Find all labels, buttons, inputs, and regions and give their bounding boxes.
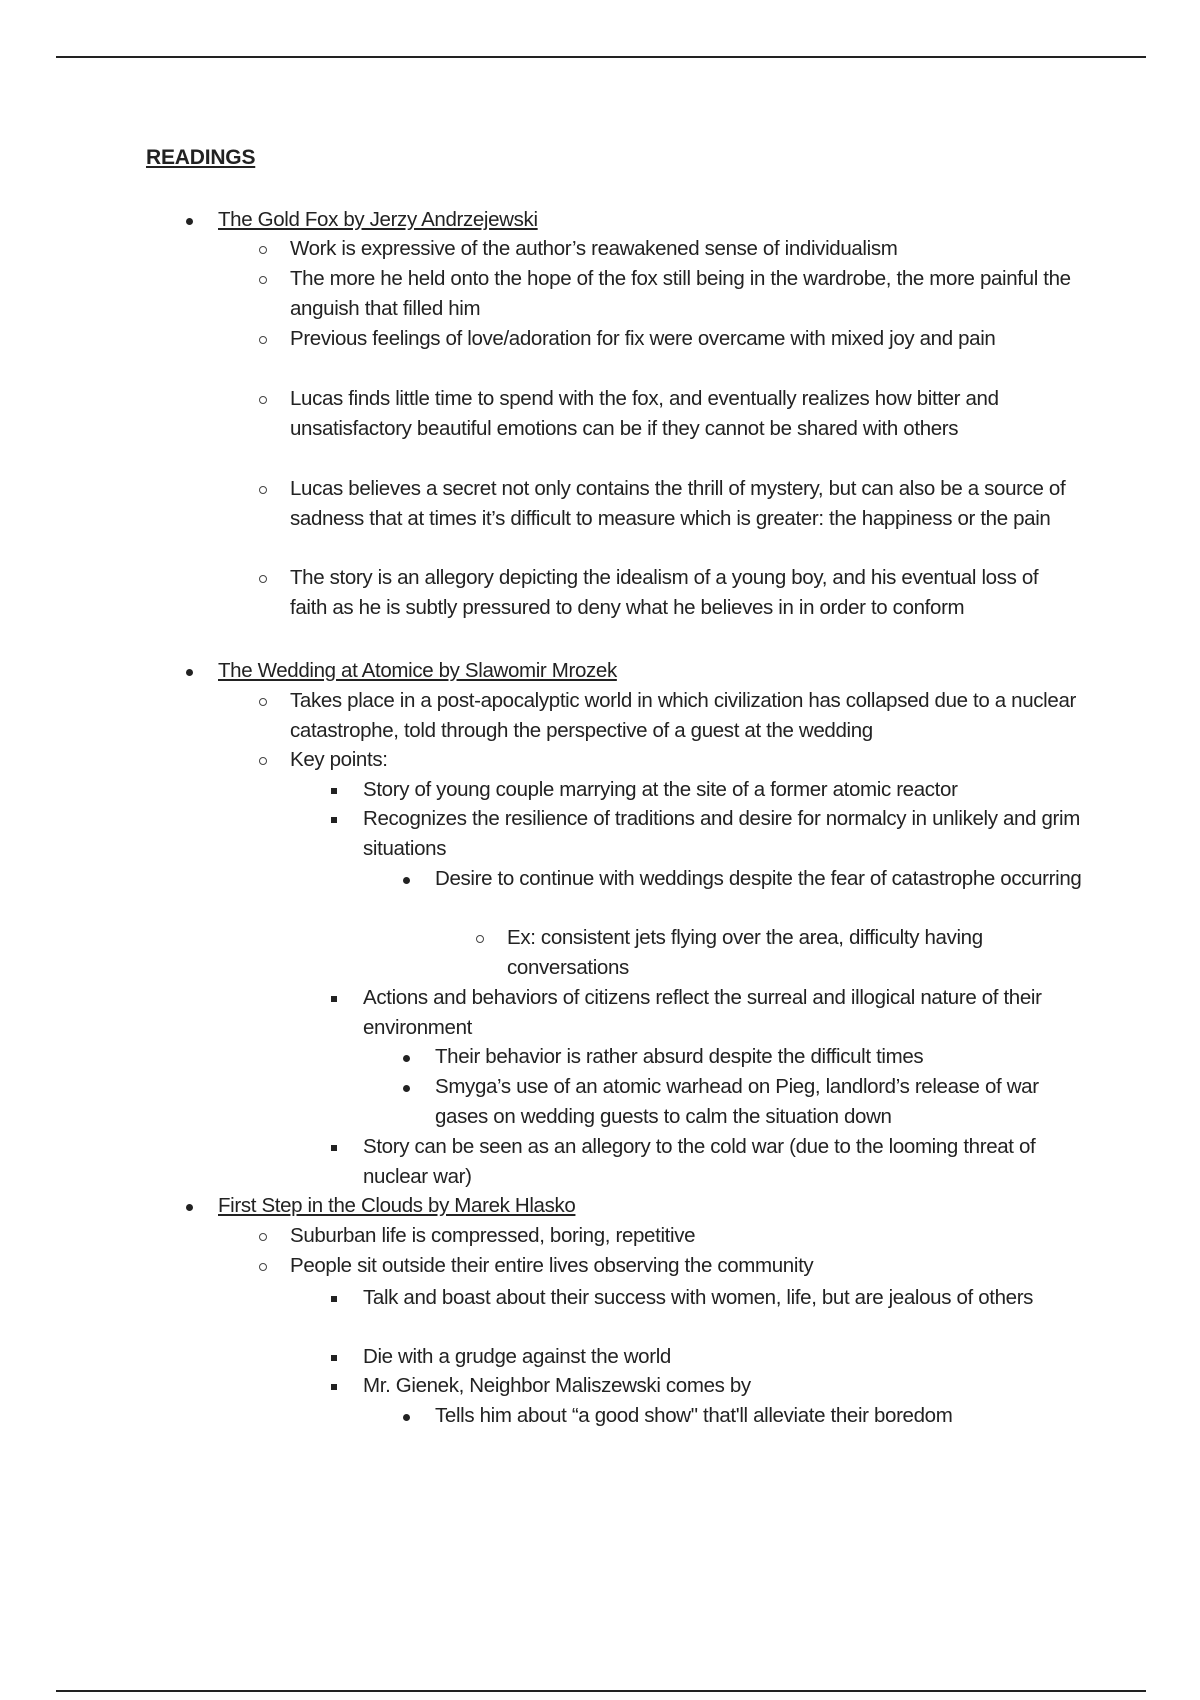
list-item: Talk and boast about their success with women, life, but are jealous of others [363, 1283, 1088, 1313]
list-item: Suburban life is compressed, boring, repetitive [290, 1221, 1080, 1251]
square-bullet-icon [331, 1355, 337, 1361]
list-item: Smyga’s use of an atomic warhead on Pieg, landlord’s release of war gases on wedding guests to calm the situation down [435, 1072, 1095, 1132]
list-item: People sit outside their entire lives observing the community [290, 1251, 1080, 1281]
list-item: Work is expressive of the author’s reawakened sense of individualism [290, 234, 1080, 264]
circle-bullet-icon [259, 246, 267, 254]
disc-bullet-icon [403, 1055, 410, 1062]
page-heading: READINGS [146, 146, 256, 169]
circle-bullet-icon [259, 1233, 267, 1241]
square-bullet-icon [331, 788, 337, 794]
list-item: Ex: consistent jets flying over the area, difficulty having conversations [507, 923, 1107, 983]
list-item: Previous feelings of love/adoration for fix were overcame with mixed joy and pain [290, 324, 1080, 354]
square-bullet-icon [331, 817, 337, 823]
list-item: Key points: [290, 745, 1080, 775]
disc-bullet-icon [186, 669, 193, 676]
circle-bullet-icon [259, 757, 267, 765]
square-bullet-icon [331, 1296, 337, 1302]
reading-title: The Gold Fox by Jerzy Andrzejewski [218, 205, 1118, 235]
circle-bullet-icon [259, 396, 267, 404]
list-item: Story of young couple marrying at the site of a former atomic reactor [363, 775, 1088, 805]
list-item: Story can be seen as an allegory to the cold war (due to the looming threat of nuclear war) [363, 1132, 1088, 1192]
reading-title: The Wedding at Atomice by Slawomir Mrozek [218, 656, 1118, 686]
list-item: Die with a grudge against the world [363, 1342, 1088, 1372]
list-item: The more he held onto the hope of the fox still being in the wardrobe, the more painful the anguish that filled him [290, 264, 1080, 324]
list-item: Tells him about “a good show" that'll alleviate their boredom [435, 1401, 1095, 1431]
list-item: Lucas finds little time to spend with the fox, and eventually realizes how bitter and unsatisfactory beautiful emotions can be if they cannot be shared with others [290, 384, 1080, 444]
disc-bullet-icon [403, 877, 410, 884]
circle-bullet-icon [259, 575, 267, 583]
list-item: Takes place in a post-apocalyptic world in which civilization has collapsed due to a nuclear catastrophe, told through the perspective of a guest at the wedding [290, 686, 1080, 746]
disc-bullet-icon [403, 1085, 410, 1092]
disc-bullet-icon [186, 218, 193, 225]
list-item: Recognizes the resilience of traditions and desire for normalcy in unlikely and grim situations [363, 804, 1088, 864]
list-item: Desire to continue with weddings despite the fear of catastrophe occurring [435, 864, 1095, 894]
circle-bullet-icon [476, 935, 484, 943]
list-item: Mr. Gienek, Neighbor Maliszewski comes by [363, 1371, 1088, 1401]
reading-title: First Step in the Clouds by Marek Hlasko [218, 1191, 1118, 1221]
list-item: Lucas believes a secret not only contains the thrill of mystery, but can also be a source of sadness that at times it’s difficult to measure which is greater: the happiness or the pain [290, 474, 1080, 534]
square-bullet-icon [331, 1384, 337, 1390]
circle-bullet-icon [259, 1263, 267, 1271]
square-bullet-icon [331, 996, 337, 1002]
disc-bullet-icon [403, 1414, 410, 1421]
header-rule [56, 56, 1146, 58]
circle-bullet-icon [259, 276, 267, 284]
list-item: Actions and behaviors of citizens reflect the surreal and illogical nature of their environment [363, 983, 1088, 1043]
list-item: Their behavior is rather absurd despite the difficult times [435, 1042, 1095, 1072]
list-item: The story is an allegory depicting the idealism of a young boy, and his eventual loss of faith as he is subtly pressured to deny what he believes in in order to conform [290, 563, 1080, 623]
circle-bullet-icon [259, 698, 267, 706]
disc-bullet-icon [186, 1204, 193, 1211]
footer-rule [56, 1690, 1146, 1692]
square-bullet-icon [331, 1145, 337, 1151]
circle-bullet-icon [259, 486, 267, 494]
circle-bullet-icon [259, 336, 267, 344]
